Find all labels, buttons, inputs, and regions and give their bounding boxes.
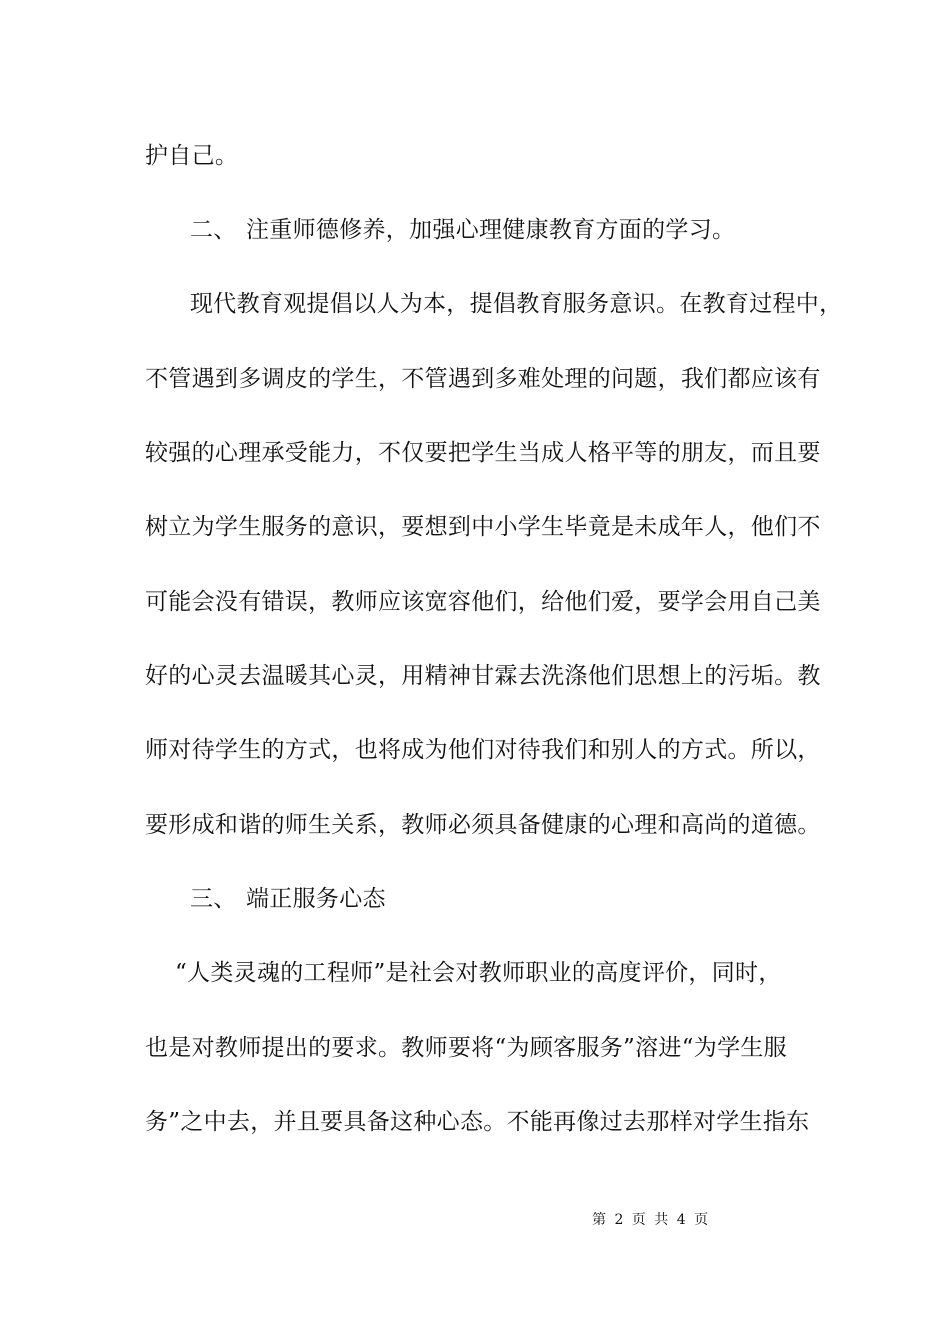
paragraph-line: 可能会没有错误，教师应该宽容他们，给他们爱，要学会用自己美 <box>145 589 821 615</box>
paragraph-line: 也是对教师提出的要求。教师要将“为顾客服务”溶进“为学生服 <box>145 1035 787 1061</box>
paragraph-line: 要形成和谐的师生关系，教师必须具备健康的心理和高尚的道德。 <box>145 812 821 838</box>
section-heading-3 <box>190 884 386 914</box>
paragraph-line: “人类灵魂的工程师”是社会对教师职业的高度评价，同时， <box>175 960 782 986</box>
paragraph-line: 好的心灵去温暖其心灵，用精神甘霖去洗涤他们思想上的污垢。教 <box>145 663 821 689</box>
paragraph-line: 务”之中去，并且要具备这种心态。不能再像过去那样对学生指东 <box>145 1109 810 1135</box>
heading-number: 二、 <box>190 217 237 243</box>
paragraph-line: 不管遇到多调皮的学生，不管遇到多难处理的问题，我们都应该有 <box>145 366 821 392</box>
section-heading-2 <box>190 215 735 245</box>
page-number: 第 2 页 共 4 页 <box>592 1212 711 1228</box>
paragraph-line: 较强的心理承受能力，不仅要把学生当成人格平等的朋友，而且要 <box>145 440 821 466</box>
heading-number: 三、 <box>190 886 237 912</box>
heading-text: 端正服务心态 <box>246 886 386 912</box>
paragraph-line: 护自己。 <box>145 143 239 169</box>
paragraph-line: 现代教育观提倡以人为本，提倡教育服务意识。在教育过程中， <box>190 291 843 317</box>
paragraph-line: 树立为学生服务的意识，要想到中小学生毕竟是未成年人，他们不 <box>145 514 821 540</box>
heading-text: 注重师德修养，加强心理健康教育方面的学习。 <box>246 217 736 243</box>
paragraph-line: 师对待学生的方式，也将成为他们对待我们和别人的方式。所以， <box>145 737 821 763</box>
